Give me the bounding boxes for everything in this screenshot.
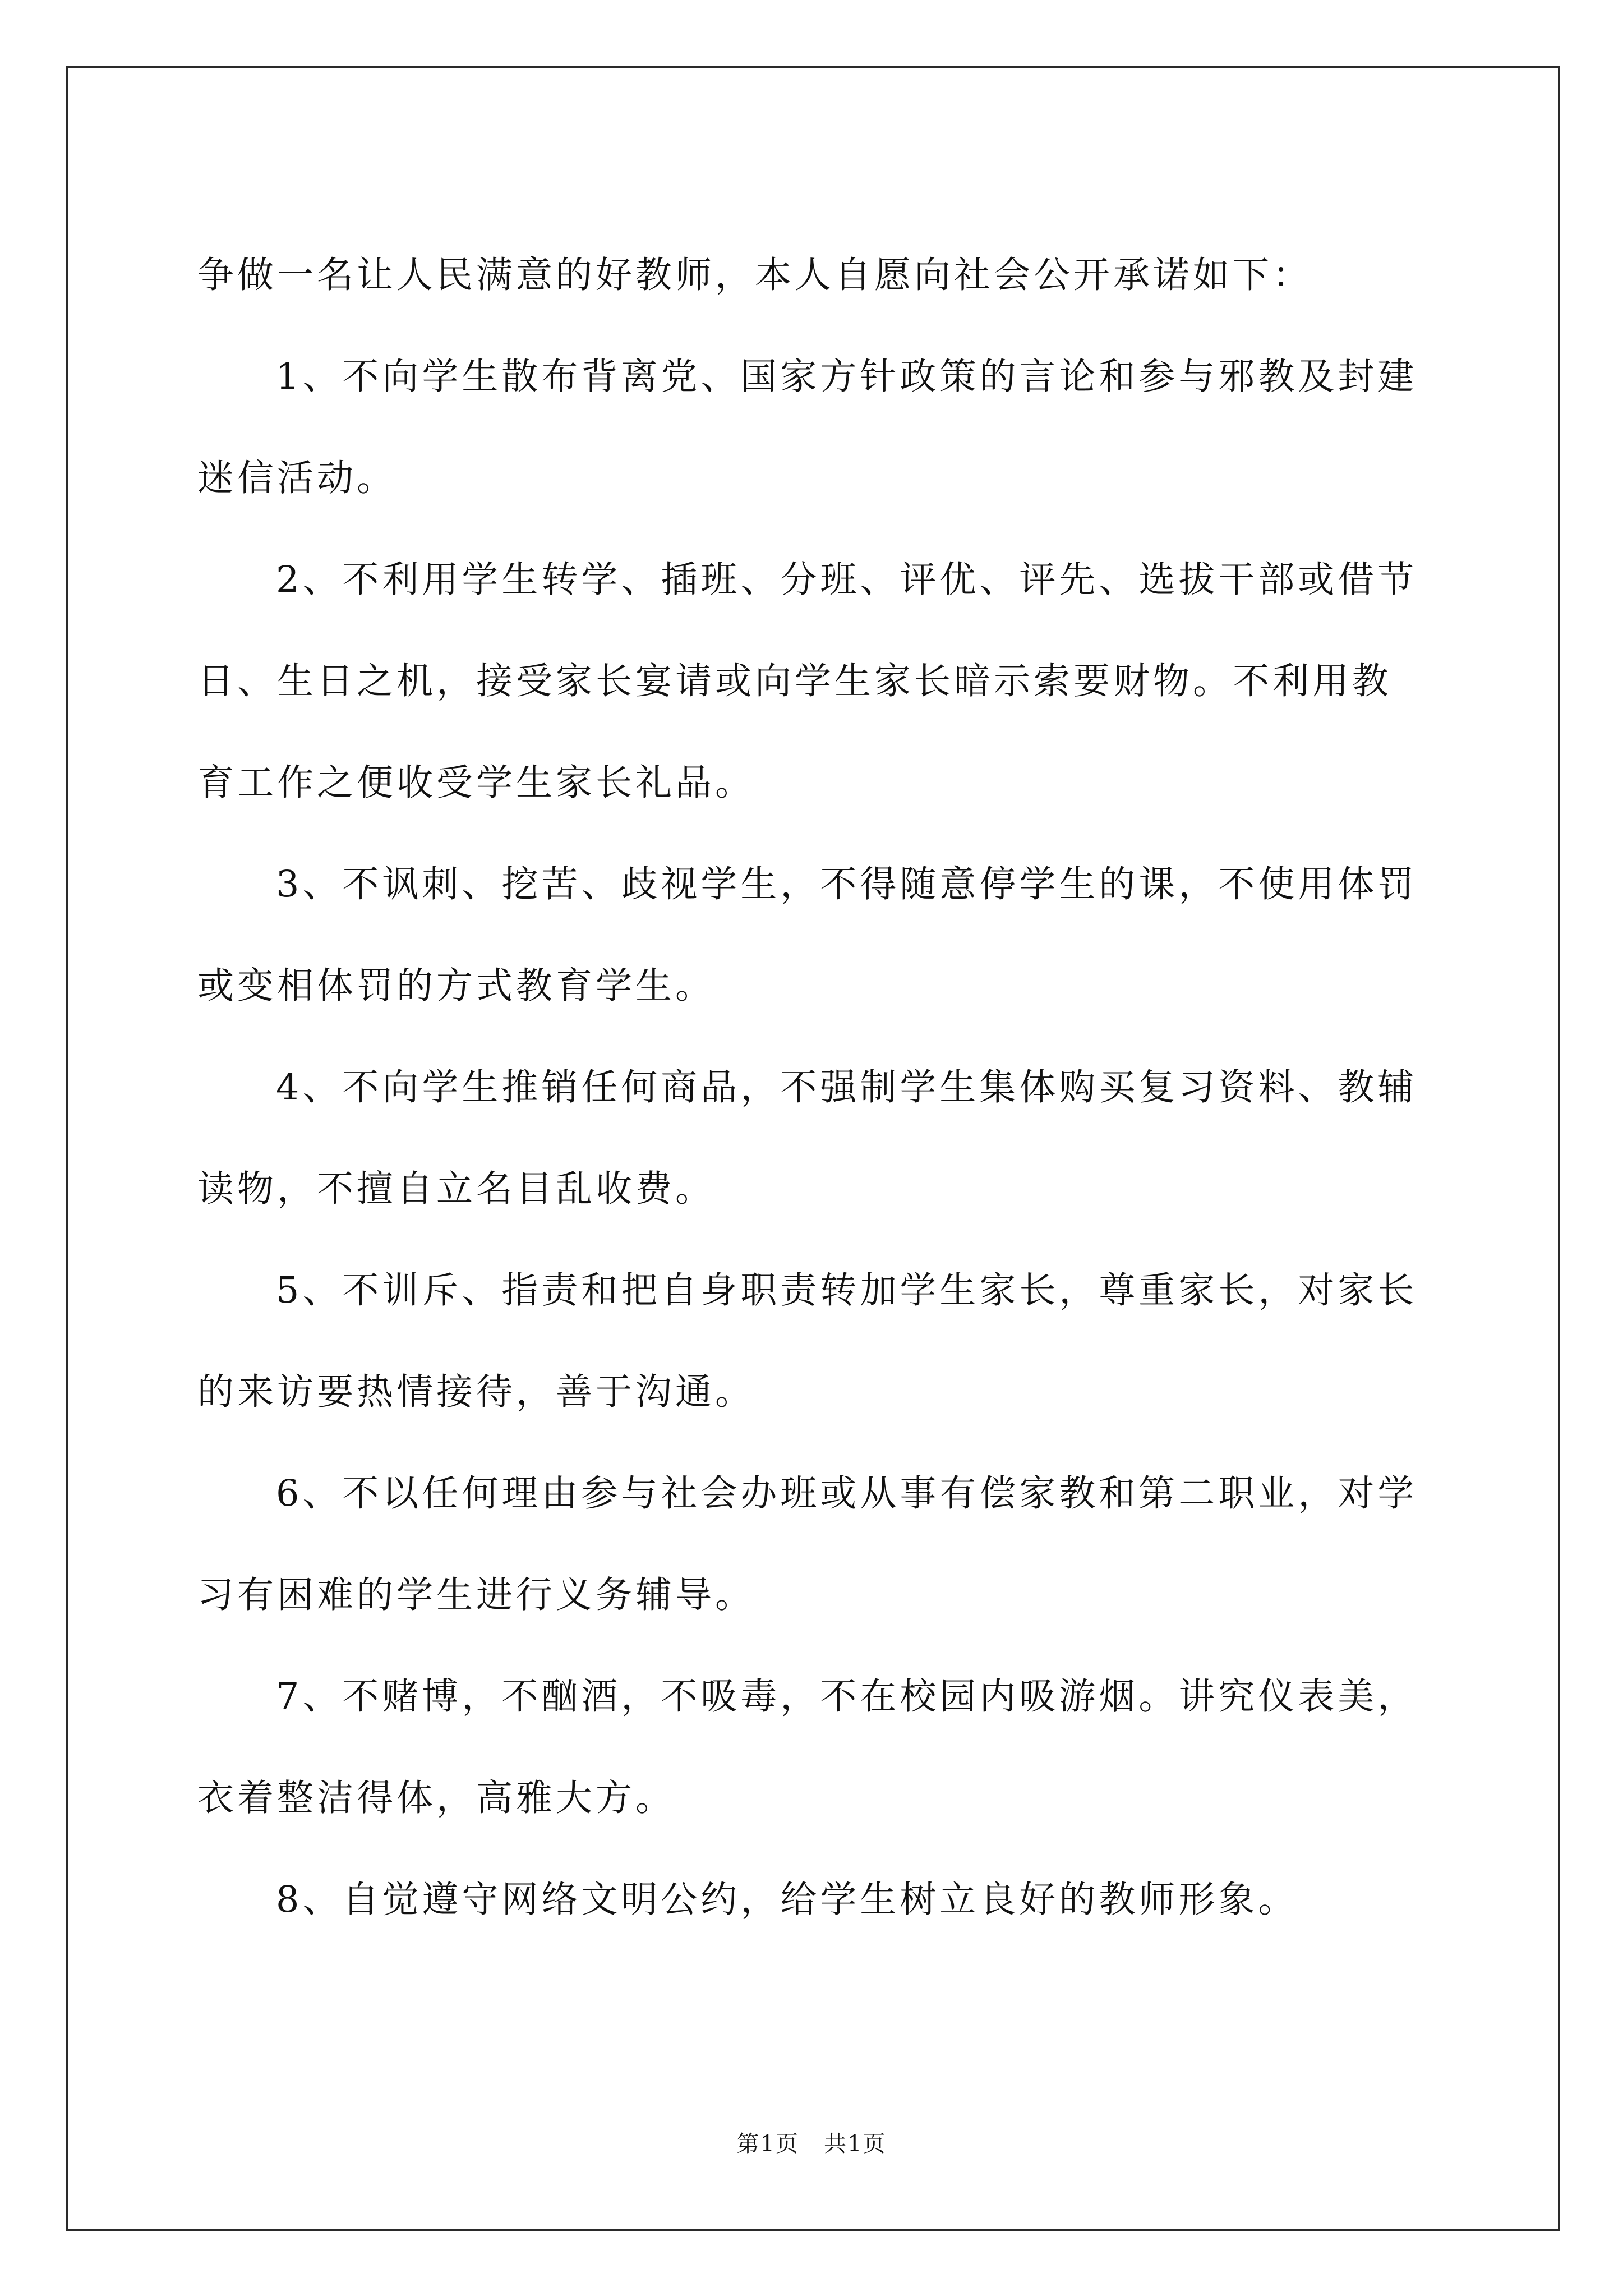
item-3-line-2: 或变相体罚的方式教育学生。 [197,965,716,1007]
item-2-line-3: 育工作之便收受学生家长礼品。 [197,762,755,804]
page-total: 共1页 [824,2131,887,2157]
item-1-line-2: 迷信活动。 [197,457,397,499]
intro-line: 争做一名让人民满意的好教师，本人自愿向社会公开承诺如下： [197,254,1313,296]
item-8-line-1: 8、自觉遵守网络文明公约，给学生树立良好的教师形象。 [276,1879,1298,1921]
item-4-line-2: 读物，不擅自立名目乱收费。 [197,1168,716,1210]
item-7-line-2: 衣着整洁得体，高雅大方。 [197,1777,676,1819]
page-footer [0,2126,1623,2158]
item-7-line-1: 7、不赌博，不酗酒，不吸毒，不在校园内吸游烟。讲究仪表美， [276,1676,1418,1718]
item-4-line-1: 4、不向学生推销任何商品，不强制学生集体购买复习资料、教辅 [276,1066,1418,1108]
item-1-line-1: 1、不向学生散布背离党、国家方针政策的言论和参与邪教及封建 [276,356,1418,398]
item-6-line-1: 6、不以任何理由参与社会办班或从事有偿家教和第二职业，对学 [276,1473,1418,1515]
item-2-line-2: 日、生日之机，接受家长宴请或向学生家长暗示索要财物。不利用教 [197,660,1393,702]
item-3-line-1: 3、不讽刺、挖苦、歧视学生，不得随意停学生的课，不使用体罚 [276,863,1418,905]
item-6-line-2: 习有困难的学生进行义务辅导。 [197,1574,755,1616]
item-5-line-1: 5、不训斥、指责和把自身职责转加学生家长，尊重家长，对家长 [276,1269,1418,1312]
page-number: 第1页 [736,2131,799,2157]
document-body [197,224,1459,1950]
item-2-line-1: 2、不利用学生转学、插班、分班、评优、评先、选拔干部或借节 [276,559,1418,601]
item-5-line-2: 的来访要热情接待，善于沟通。 [197,1371,755,1413]
